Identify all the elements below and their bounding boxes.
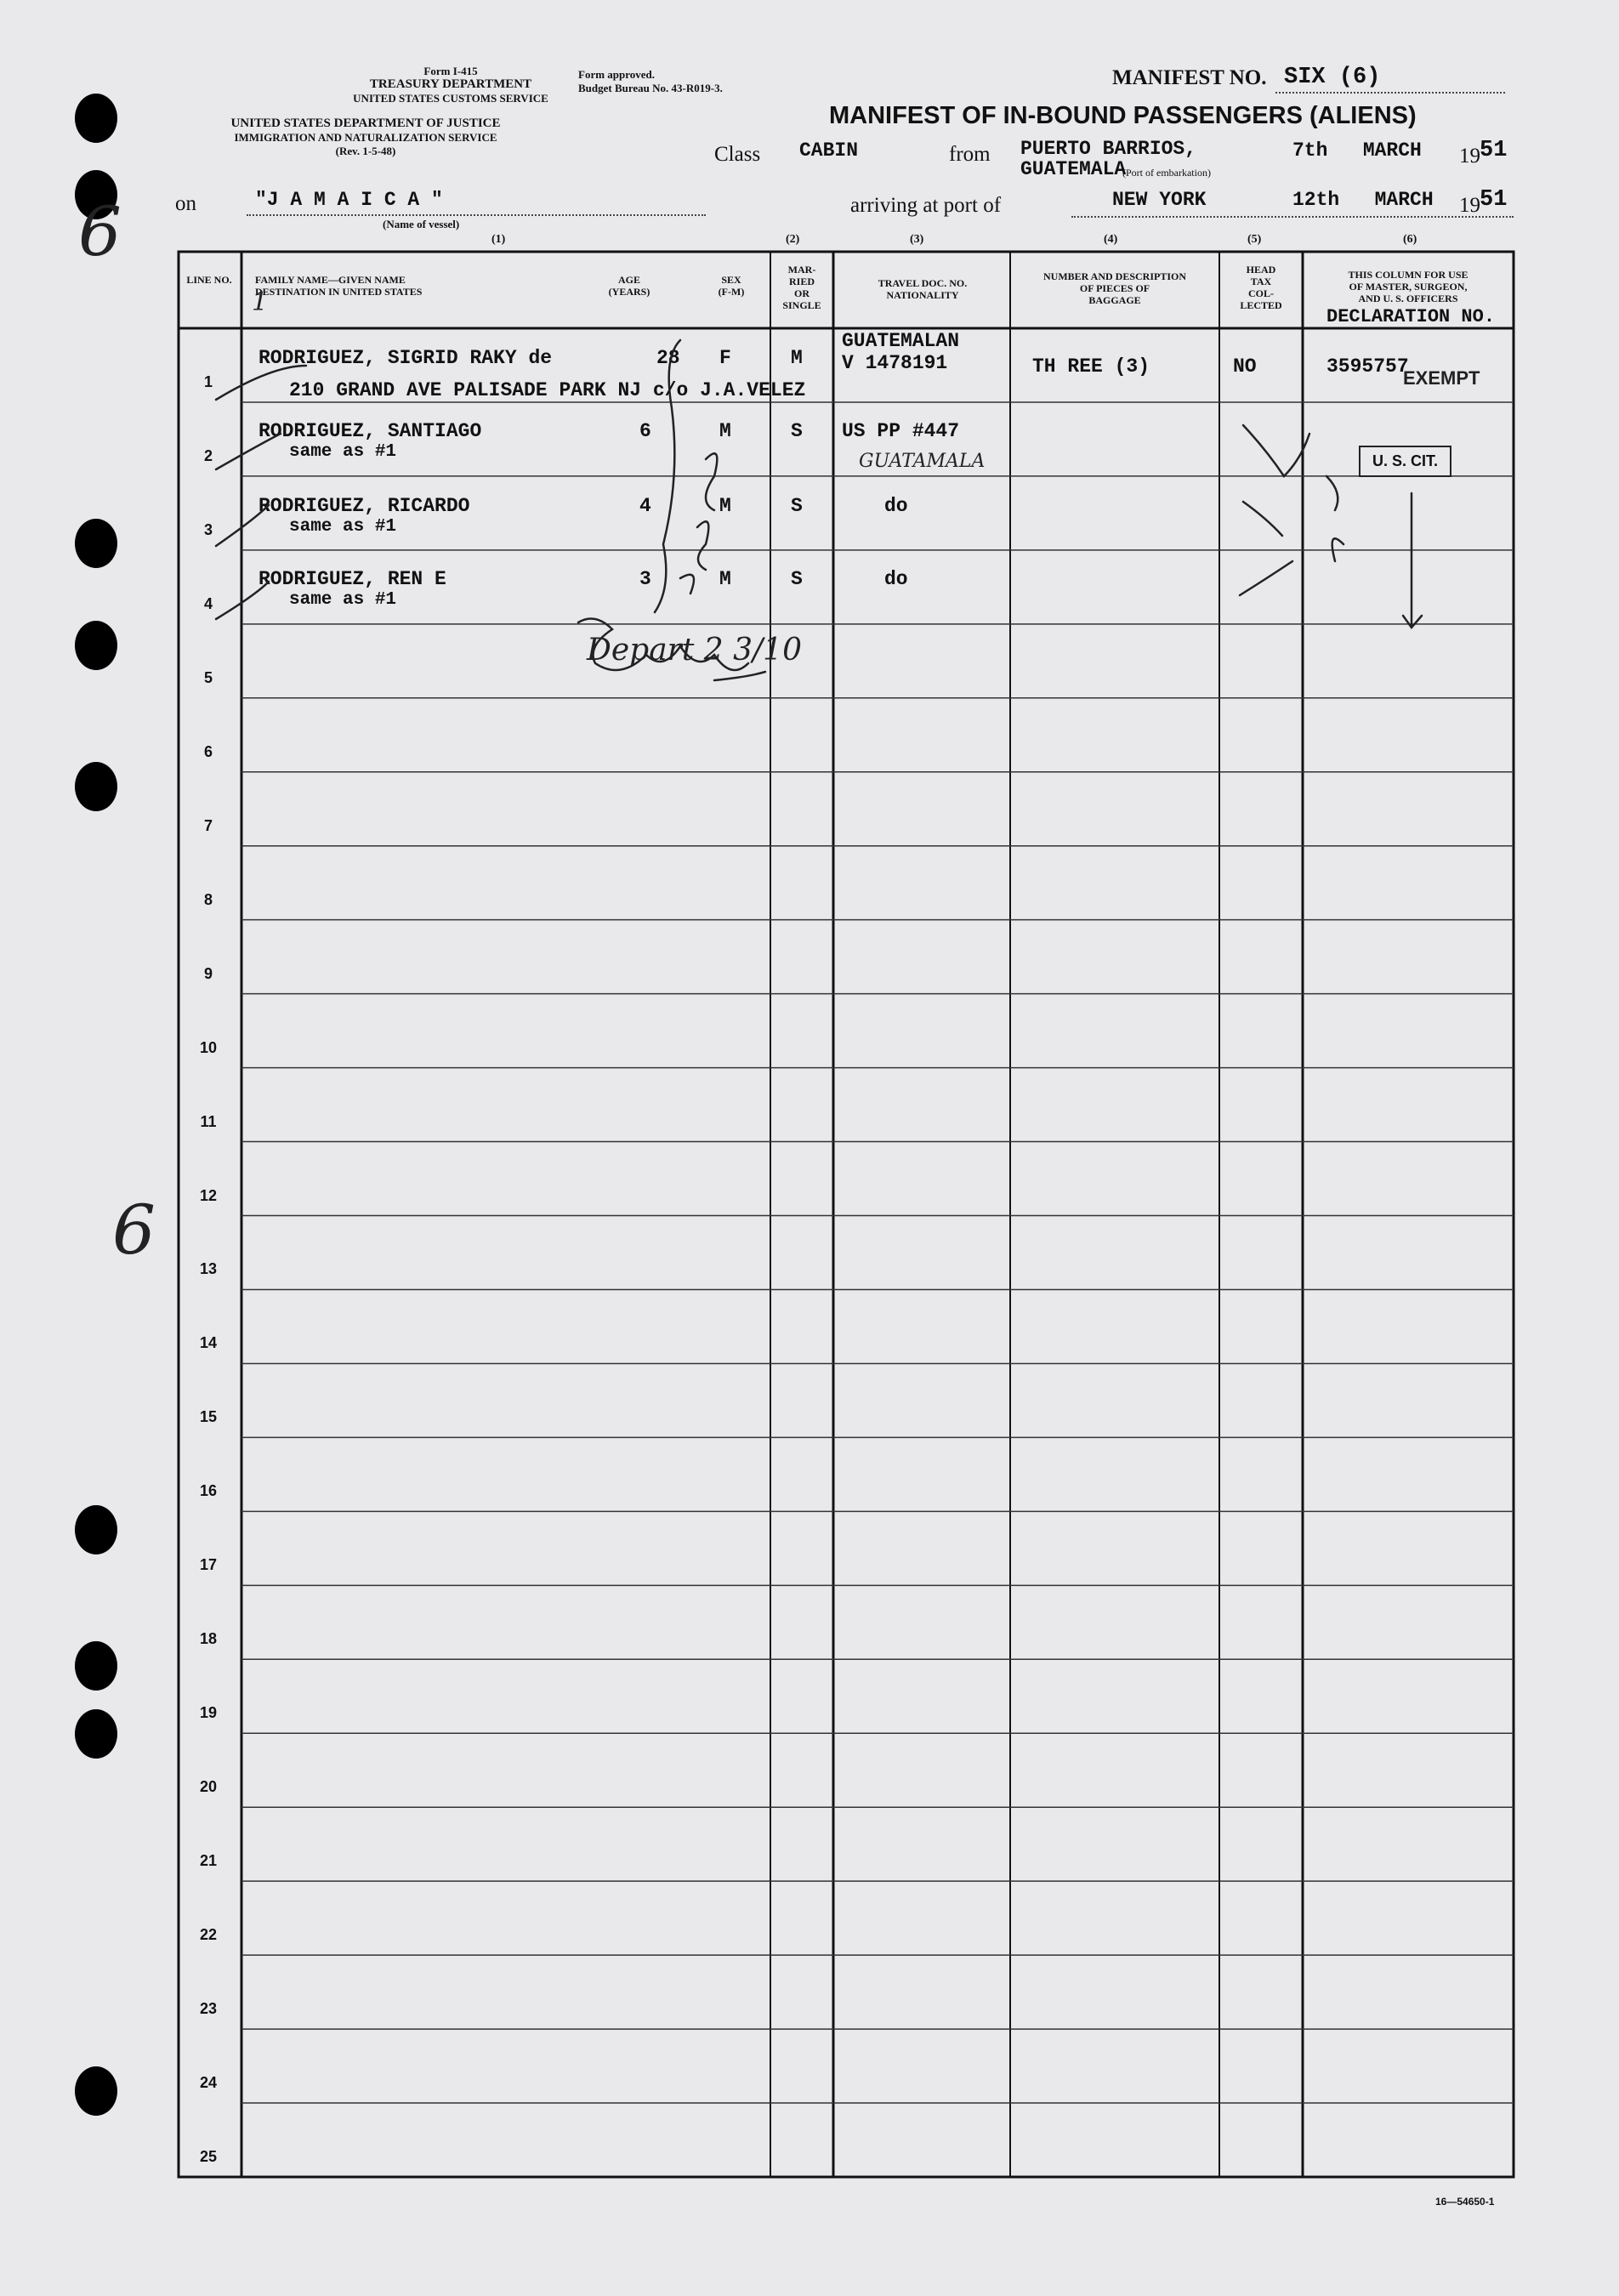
line-number: 17	[199, 1556, 218, 1574]
passenger-1-exempt: EXEMPT	[1403, 367, 1480, 389]
passenger-1-name: RODRIGUEZ, SIGRID RAKY de	[258, 347, 553, 369]
passenger-2-married: S	[791, 420, 803, 442]
col-num-2: (2)	[786, 233, 800, 246]
col-header-line-no: LINE NO.	[186, 274, 232, 286]
year-value-1: 51	[1480, 138, 1508, 163]
line-number: 5	[203, 668, 213, 686]
customs-service: UNITED STATES CUSTOMS SERVICE	[353, 92, 548, 105]
col-header-officer: THIS COLUMN FOR USE OF MASTER, SURGEON, AND U. S. OFFICERS	[1348, 269, 1468, 304]
handwritten-departed-note: Depart 2 3/10	[587, 633, 802, 668]
justice-dept: UNITED STATES DEPARTMENT OF JUSTICE	[230, 117, 501, 130]
passenger-1-baggage: TH REE (3)	[1032, 355, 1150, 378]
embarkation-caption: (Port of embarkation)	[1122, 167, 1211, 179]
passenger-2-nationality: GUATAMALA	[859, 451, 986, 472]
col-header-name: FAMILY NAME—GIVEN NAME DESTINATION IN UNITED STATES	[255, 274, 423, 298]
passenger-2-sex: M	[719, 420, 731, 442]
passenger-4-doc: do	[884, 568, 908, 590]
line-number: 13	[199, 1260, 218, 1278]
passenger-1-declaration: 3595757	[1326, 355, 1409, 378]
passenger-4-destination: same as #1	[289, 590, 397, 610]
col-header-age: AGE (YEARS)	[608, 274, 650, 298]
passenger-2-doc: US PP #447	[842, 420, 960, 442]
passenger-1-nationality: GUATEMALAN	[842, 330, 960, 352]
passenger-1-sex: F	[719, 347, 731, 369]
col-header-baggage: NUMBER AND DESCRIPTION OF PIECES OF BAGGAGE	[1042, 270, 1187, 306]
year-prefix-2: 19	[1459, 194, 1480, 217]
col-header-sex: SEX (F-M)	[718, 274, 745, 298]
from-country: GUATEMALA	[1020, 158, 1127, 180]
revision: (Rev. 1-5-48)	[335, 145, 396, 157]
col-num-5: (5)	[1247, 233, 1262, 246]
handwritten-margin-number-mid: 6	[112, 1191, 156, 1270]
line-number: 11	[200, 1112, 217, 1130]
year-prefix-1: 19	[1459, 145, 1480, 168]
manifest-number: SIX (6)	[1284, 65, 1381, 90]
passenger-1-destination: 210 GRAND AVE PALISADE PARK NJ c/o J.A.VELEZ	[289, 379, 806, 401]
line-number: 9	[203, 964, 213, 982]
ins-service: IMMIGRATION AND NATURALIZATION SERVICE	[234, 131, 497, 144]
us-citizen-stamp: U. S. CIT.	[1359, 446, 1451, 477]
col-header-head-tax: HEAD TAX COL- LECTED	[1240, 264, 1282, 311]
class-value: CABIN	[799, 139, 859, 162]
line-number: 8	[203, 890, 213, 908]
line-number: 23	[199, 2000, 218, 2018]
from-label: from	[949, 143, 991, 166]
line-number: 2	[203, 446, 213, 464]
from-port: PUERTO BARRIOS,	[1020, 138, 1197, 160]
line-number: 19	[199, 1704, 218, 1722]
line-number: 18	[199, 1630, 218, 1648]
line-number: 22	[199, 1926, 218, 1944]
form-approved: Form approved.	[578, 68, 656, 81]
footer-code: 16—54650-1	[1435, 2196, 1495, 2208]
col-header-travel-doc: TRAVEL DOC. NO. NATIONALITY	[878, 277, 968, 301]
line-number: 25	[199, 2148, 218, 2165]
line-number: 24	[199, 2074, 218, 2092]
passenger-1-doc: V 1478191	[842, 352, 948, 374]
passenger-2-age: 6	[639, 420, 651, 442]
passenger-4-name: RODRIGUEZ, REN E	[258, 568, 446, 590]
manifest-title: MANIFEST OF IN-BOUND PASSENGERS (ALIENS)	[829, 102, 1417, 129]
col-num-4: (4)	[1104, 233, 1118, 246]
line-number: 4	[203, 594, 213, 612]
line-number: 14	[199, 1334, 218, 1352]
passenger-3-age: 4	[639, 495, 651, 517]
passenger-3-destination: same as #1	[289, 517, 397, 537]
line-number: 10	[199, 1038, 218, 1056]
passenger-2-destination: same as #1	[289, 442, 397, 462]
handwritten-margin-number-top: 6	[78, 192, 122, 271]
arriving-label: arriving at port of	[850, 194, 1002, 217]
line-number: 3	[203, 520, 213, 538]
vessel-caption: (Name of vessel)	[383, 218, 460, 230]
passenger-3-married: S	[791, 495, 803, 517]
declaration-header: DECLARATION NO.	[1326, 306, 1496, 327]
treasury-dept: TREASURY DEPARTMENT	[369, 77, 532, 91]
passenger-1-age: 28	[656, 347, 680, 369]
line-number: 16	[199, 1482, 218, 1500]
passenger-3-doc: do	[884, 495, 908, 517]
passenger-1-head-tax: NO	[1233, 355, 1257, 378]
col-num-6: (6)	[1403, 233, 1417, 246]
passenger-3-sex: M	[719, 495, 731, 517]
line-number: 7	[203, 816, 213, 834]
line-number: 20	[199, 1778, 218, 1796]
col-num-1: (1)	[491, 233, 506, 246]
passenger-1-married: M	[791, 347, 803, 369]
col-header-married: MAR- RIED OR SINGLE	[782, 264, 821, 311]
arrival-date: 12th MARCH	[1292, 189, 1434, 211]
arrival-port: NEW YORK	[1112, 189, 1207, 211]
passenger-4-sex: M	[719, 568, 731, 590]
form-number: Form I-415	[423, 65, 478, 77]
budget-bureau: Budget Bureau No. 43-R019-3.	[578, 82, 723, 94]
on-label: on	[175, 192, 196, 215]
line-number: 1	[203, 372, 213, 390]
passenger-2-name: RODRIGUEZ, SANTIAGO	[258, 420, 482, 442]
manifest-label: MANIFEST NO.	[1112, 66, 1267, 89]
line-number: 21	[199, 1852, 218, 1870]
col-num-3: (3)	[910, 233, 924, 246]
line-number: 15	[199, 1408, 218, 1426]
from-date: 7th MARCH	[1292, 139, 1422, 162]
vessel-name: "J A M A I C A "	[255, 189, 443, 211]
line-number: 6	[203, 742, 213, 760]
passenger-3-name: RODRIGUEZ, RICARDO	[258, 495, 470, 517]
class-label: Class	[714, 143, 761, 166]
passenger-4-age: 3	[639, 568, 651, 590]
year-value-2: 51	[1480, 187, 1508, 213]
line-number: 12	[199, 1186, 218, 1204]
passenger-4-married: S	[791, 568, 803, 590]
handwritten-line-mark: 1	[252, 287, 269, 317]
